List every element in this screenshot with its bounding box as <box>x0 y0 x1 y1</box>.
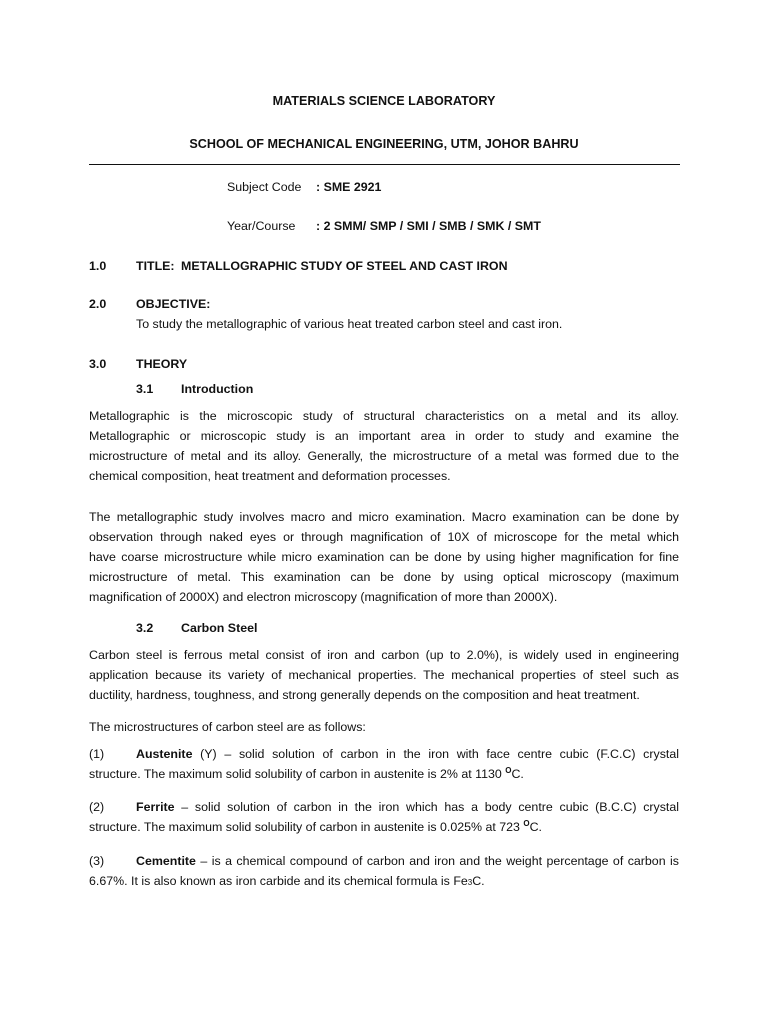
intro-paragraph-2 <box>89 507 679 607</box>
item-line-1: – solid solution of carbon in the iron which has a body centre cubic (B.C.C) crystal <box>174 800 679 814</box>
paragraph-line: Metallographic or microscopic study is an important area in order to study and examine the <box>89 429 679 443</box>
paragraph-line: Metallographic is the microscopic study of structural characteristics on a metal and its alloy. <box>89 409 679 423</box>
microstructure-item-ferrite <box>89 797 679 837</box>
item-line-1: – is a chemical compound of carbon and iron and the weight percentage of carbon is <box>195 854 679 868</box>
section-3-number: 3.0 <box>89 357 107 371</box>
item-tail: C. <box>472 874 485 888</box>
degree-symbol: O <box>523 818 530 828</box>
section-1-label: TITLE: <box>136 259 175 273</box>
item-number: (3) <box>89 854 105 868</box>
subject-code-label: Subject Code <box>227 180 302 194</box>
item-line-2: structure. The maximum solid solubility of carbon in austenite is 0.025% at 723 <box>89 820 524 834</box>
section-1-number: 1.0 <box>89 259 107 273</box>
item-tail: C. <box>511 767 524 781</box>
subscript-3: 3 <box>467 878 473 887</box>
item-number: (2) <box>89 800 105 814</box>
header-divider <box>89 164 680 165</box>
lab-heading: MATERIALS SCIENCE LABORATORY <box>272 94 496 108</box>
item-number: (1) <box>89 747 105 761</box>
paragraph-line: microstructure of metal. This examination can be done by using optical microscopy (maximum <box>89 570 679 584</box>
microstructure-item-cementite <box>89 851 679 891</box>
item-line-2: 6.67%. It is also known as iron carbide and its chemical formula is Fe <box>89 874 468 888</box>
item-term: Ferrite <box>136 800 175 814</box>
intro-paragraph-1 <box>89 406 679 486</box>
microstructure-item-austenite <box>89 744 679 784</box>
paragraph-line: microstructure of metal and its alloy. Generally, the microstructure of a metal was formed due to the <box>89 449 679 463</box>
subsection-3-2-title: Carbon Steel <box>181 621 258 635</box>
item-term: Cementite <box>136 854 196 868</box>
paragraph-line: application because its variety of mechanical properties. The mechanical properties of steel such as <box>89 668 679 682</box>
degree-symbol: O <box>505 765 512 775</box>
microstructures-intro: The microstructures of carbon steel are as follows: <box>89 720 366 734</box>
year-course-label: Year/Course <box>227 219 296 233</box>
paragraph-line: observation through naked eyes or through magnification of 10X of microscope for the metal which <box>89 530 679 544</box>
subject-code-value: : SME 2921 <box>316 180 382 194</box>
section-2-label: OBJECTIVE: <box>136 297 211 311</box>
year-course-value: : 2 SMM/ SMP / SMI / SMB / SMK / SMT <box>316 219 541 233</box>
subsection-3-2-number: 3.2 <box>136 621 154 635</box>
item-tail: C. <box>529 820 542 834</box>
section-1-title: METALLOGRAPHIC STUDY OF STEEL AND CAST IRON <box>181 259 508 273</box>
section-3-label: THEORY <box>136 357 188 371</box>
paragraph-line: have coarse microstructure while micro examination can be done by using higher magnification for fine <box>89 550 679 564</box>
objective-text: To study the metallographic of various heat treated carbon steel and cast iron. <box>136 317 563 331</box>
subsection-3-1-number: 3.1 <box>136 382 154 396</box>
section-2-number: 2.0 <box>89 297 107 311</box>
carbon-steel-paragraph <box>89 645 679 705</box>
subsection-3-1-title: Introduction <box>181 382 254 396</box>
paragraph-line: magnification of 2000X) and electron microscopy (magnification of more than 2000X). <box>89 590 558 604</box>
paragraph-line: chemical composition, heat treatment and deformation processes. <box>89 469 451 483</box>
item-line-2: structure. The maximum solid solubility of carbon in austenite is 2% at 1130 <box>89 767 506 781</box>
paragraph-line: Carbon steel is ferrous metal consist of iron and carbon (up to 2.0%), is widely used in engineering <box>89 648 679 662</box>
item-term: Austenite <box>136 747 193 761</box>
paragraph-line: ductility, hardness, toughness, and strong generally depends on the composition and heat treatment. <box>89 688 640 702</box>
paragraph-line: The metallographic study involves macro and micro examination. Macro examination can be done by <box>89 510 679 524</box>
school-heading: SCHOOL OF MECHANICAL ENGINEERING, UTM, JOHOR BAHRU <box>189 137 579 151</box>
item-line-1: (Y) – solid solution of carbon in the iron with face centre cubic (F.C.C) crystal <box>192 747 679 761</box>
